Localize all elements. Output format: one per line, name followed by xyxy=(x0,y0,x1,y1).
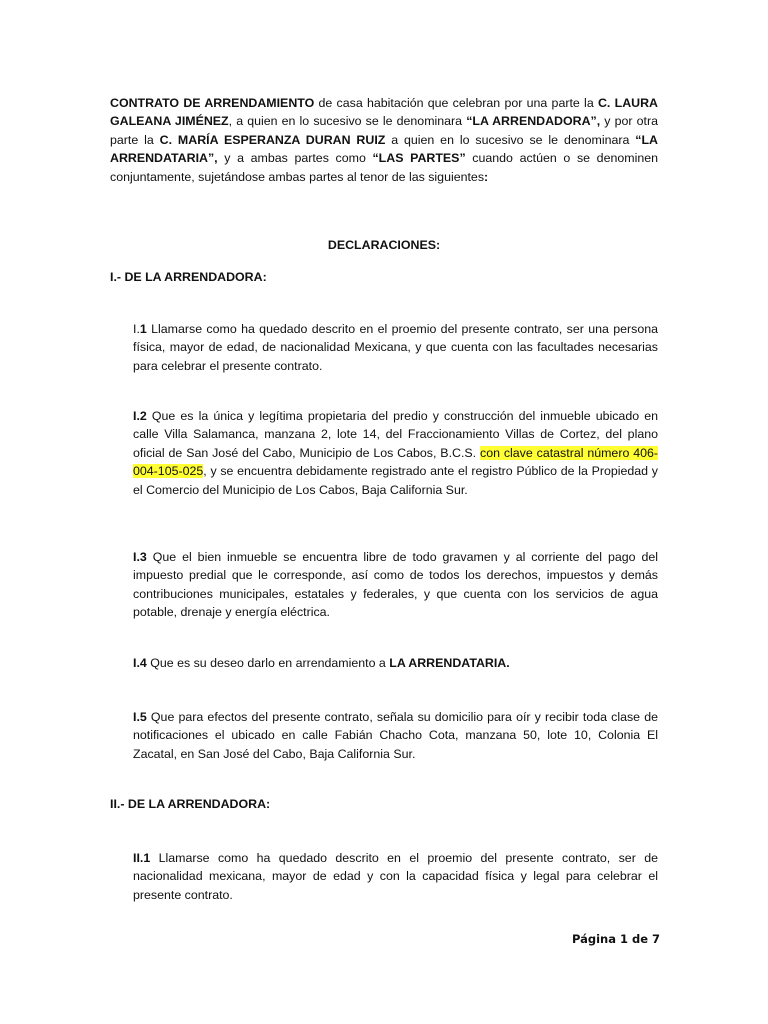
intro-colon: : xyxy=(484,169,489,184)
clause-text: Llamarse como ha quedado descrito en el proemio del presente contrato, ser una persona física, mayor de edad, de nacionalidad Mexicana, y que cuenta con las facultades necesarias para celebrar el presente contrato. xyxy=(133,322,658,373)
clause-I-4 xyxy=(133,654,658,672)
highlighted-cadastral-key: con clave catastral número 406-004-105-025 xyxy=(133,445,659,479)
clause-I-3 xyxy=(133,548,658,622)
clause-number: 1 xyxy=(139,322,147,336)
page-number: Página 1 de 7 xyxy=(571,932,660,946)
lessee-alias: “LA ARRENDATARIA”, xyxy=(110,132,658,166)
clause-text: Que es la única y legítima propietaria del predio y construcción del inmueble ubicado en calle Villa Salamanca, manzana 2, lote 14, del Fraccionamiento Villas de Cortez, del plano oficial de San José del Cabo, Municipio de Los Cabos, B.C.S. xyxy=(133,409,658,460)
lessor-alias: “LA ARRENDADORA”, xyxy=(466,114,601,129)
clause-text: Llamarse como ha quedado descrito en el proemio del presente contrato, ser de nacionalidad mexicana, mayor de edad y con la capacidad física y legal para celebrar el presente contrato. xyxy=(133,851,658,902)
clause-I-2 xyxy=(133,407,658,499)
clause-I-1 xyxy=(133,320,658,375)
clause-number: I. xyxy=(133,322,140,336)
intro-paragraph xyxy=(110,94,658,186)
clause-number: I.2 xyxy=(133,409,147,423)
clause-text: Que es su deseo darlo en arrendamiento a xyxy=(146,656,390,670)
clause-number: I.3 xyxy=(133,550,147,564)
intro-text: cuando actúen o se denominen conjuntamente, sujetándose ambas partes al tenor de las siguientes xyxy=(110,151,658,184)
clause-text: Que para efectos del presente contrato, señala su domicilio para oír y recibir toda clase de notificaciones el ubicado en calle Fabián Chacho Cota, manzana 50, lote 10, Colonia El Zacatal, en San José del Cabo, Baja California Sur. xyxy=(133,710,658,761)
clause-II-1 xyxy=(133,849,658,904)
contract-title: CONTRATO DE ARRENDAMIENTO xyxy=(110,96,315,110)
intro-text: a quien en lo sucesivo se le denominara xyxy=(385,132,636,147)
parties-alias: “LAS PARTES” xyxy=(372,151,466,166)
intro-text: y a ambas partes como xyxy=(217,151,373,166)
section-1-heading: I.- DE LA ARRENDADORA: xyxy=(110,270,267,284)
clause-I-5 xyxy=(133,708,658,763)
intro-text: de casa habitación que celebran por una parte la xyxy=(314,96,598,110)
section-2-heading: II.- DE LA ARRENDADORA: xyxy=(110,797,271,811)
lessee-name: C. MARÍA ESPERANZA DURAN RUIZ xyxy=(159,132,386,147)
clause-number: I.5 xyxy=(133,710,147,724)
clause-text: Que el bien inmueble se encuentra libre de todo gravamen y al corriente del pago del impuesto predial que le corresponde, así como de todos los derechos, impuestos y demás contribuciones municipales, estatales y federales, y que cuenta con los servicios de agua potable, drenaje y energía eléctrica. xyxy=(133,550,658,620)
declaraciones-heading: DECLARACIONES: xyxy=(327,238,441,252)
clause-number: II.1 xyxy=(133,851,151,865)
lessor-name: C. LAURA GALEANA JIMÉNEZ xyxy=(110,96,658,129)
intro-text: , a quien en lo sucesivo se le denominara xyxy=(228,114,467,129)
intro-text: y por otra parte la xyxy=(110,114,659,147)
lessee-reference: LA ARRENDATARIA. xyxy=(389,656,510,670)
clause-text: , y se encuentra debidamente registrado ante el registro Público de la Propiedad y el Comercio del Municipio de Los Cabos, Baja California Sur. xyxy=(133,464,658,497)
clause-number: I.4 xyxy=(133,656,147,670)
